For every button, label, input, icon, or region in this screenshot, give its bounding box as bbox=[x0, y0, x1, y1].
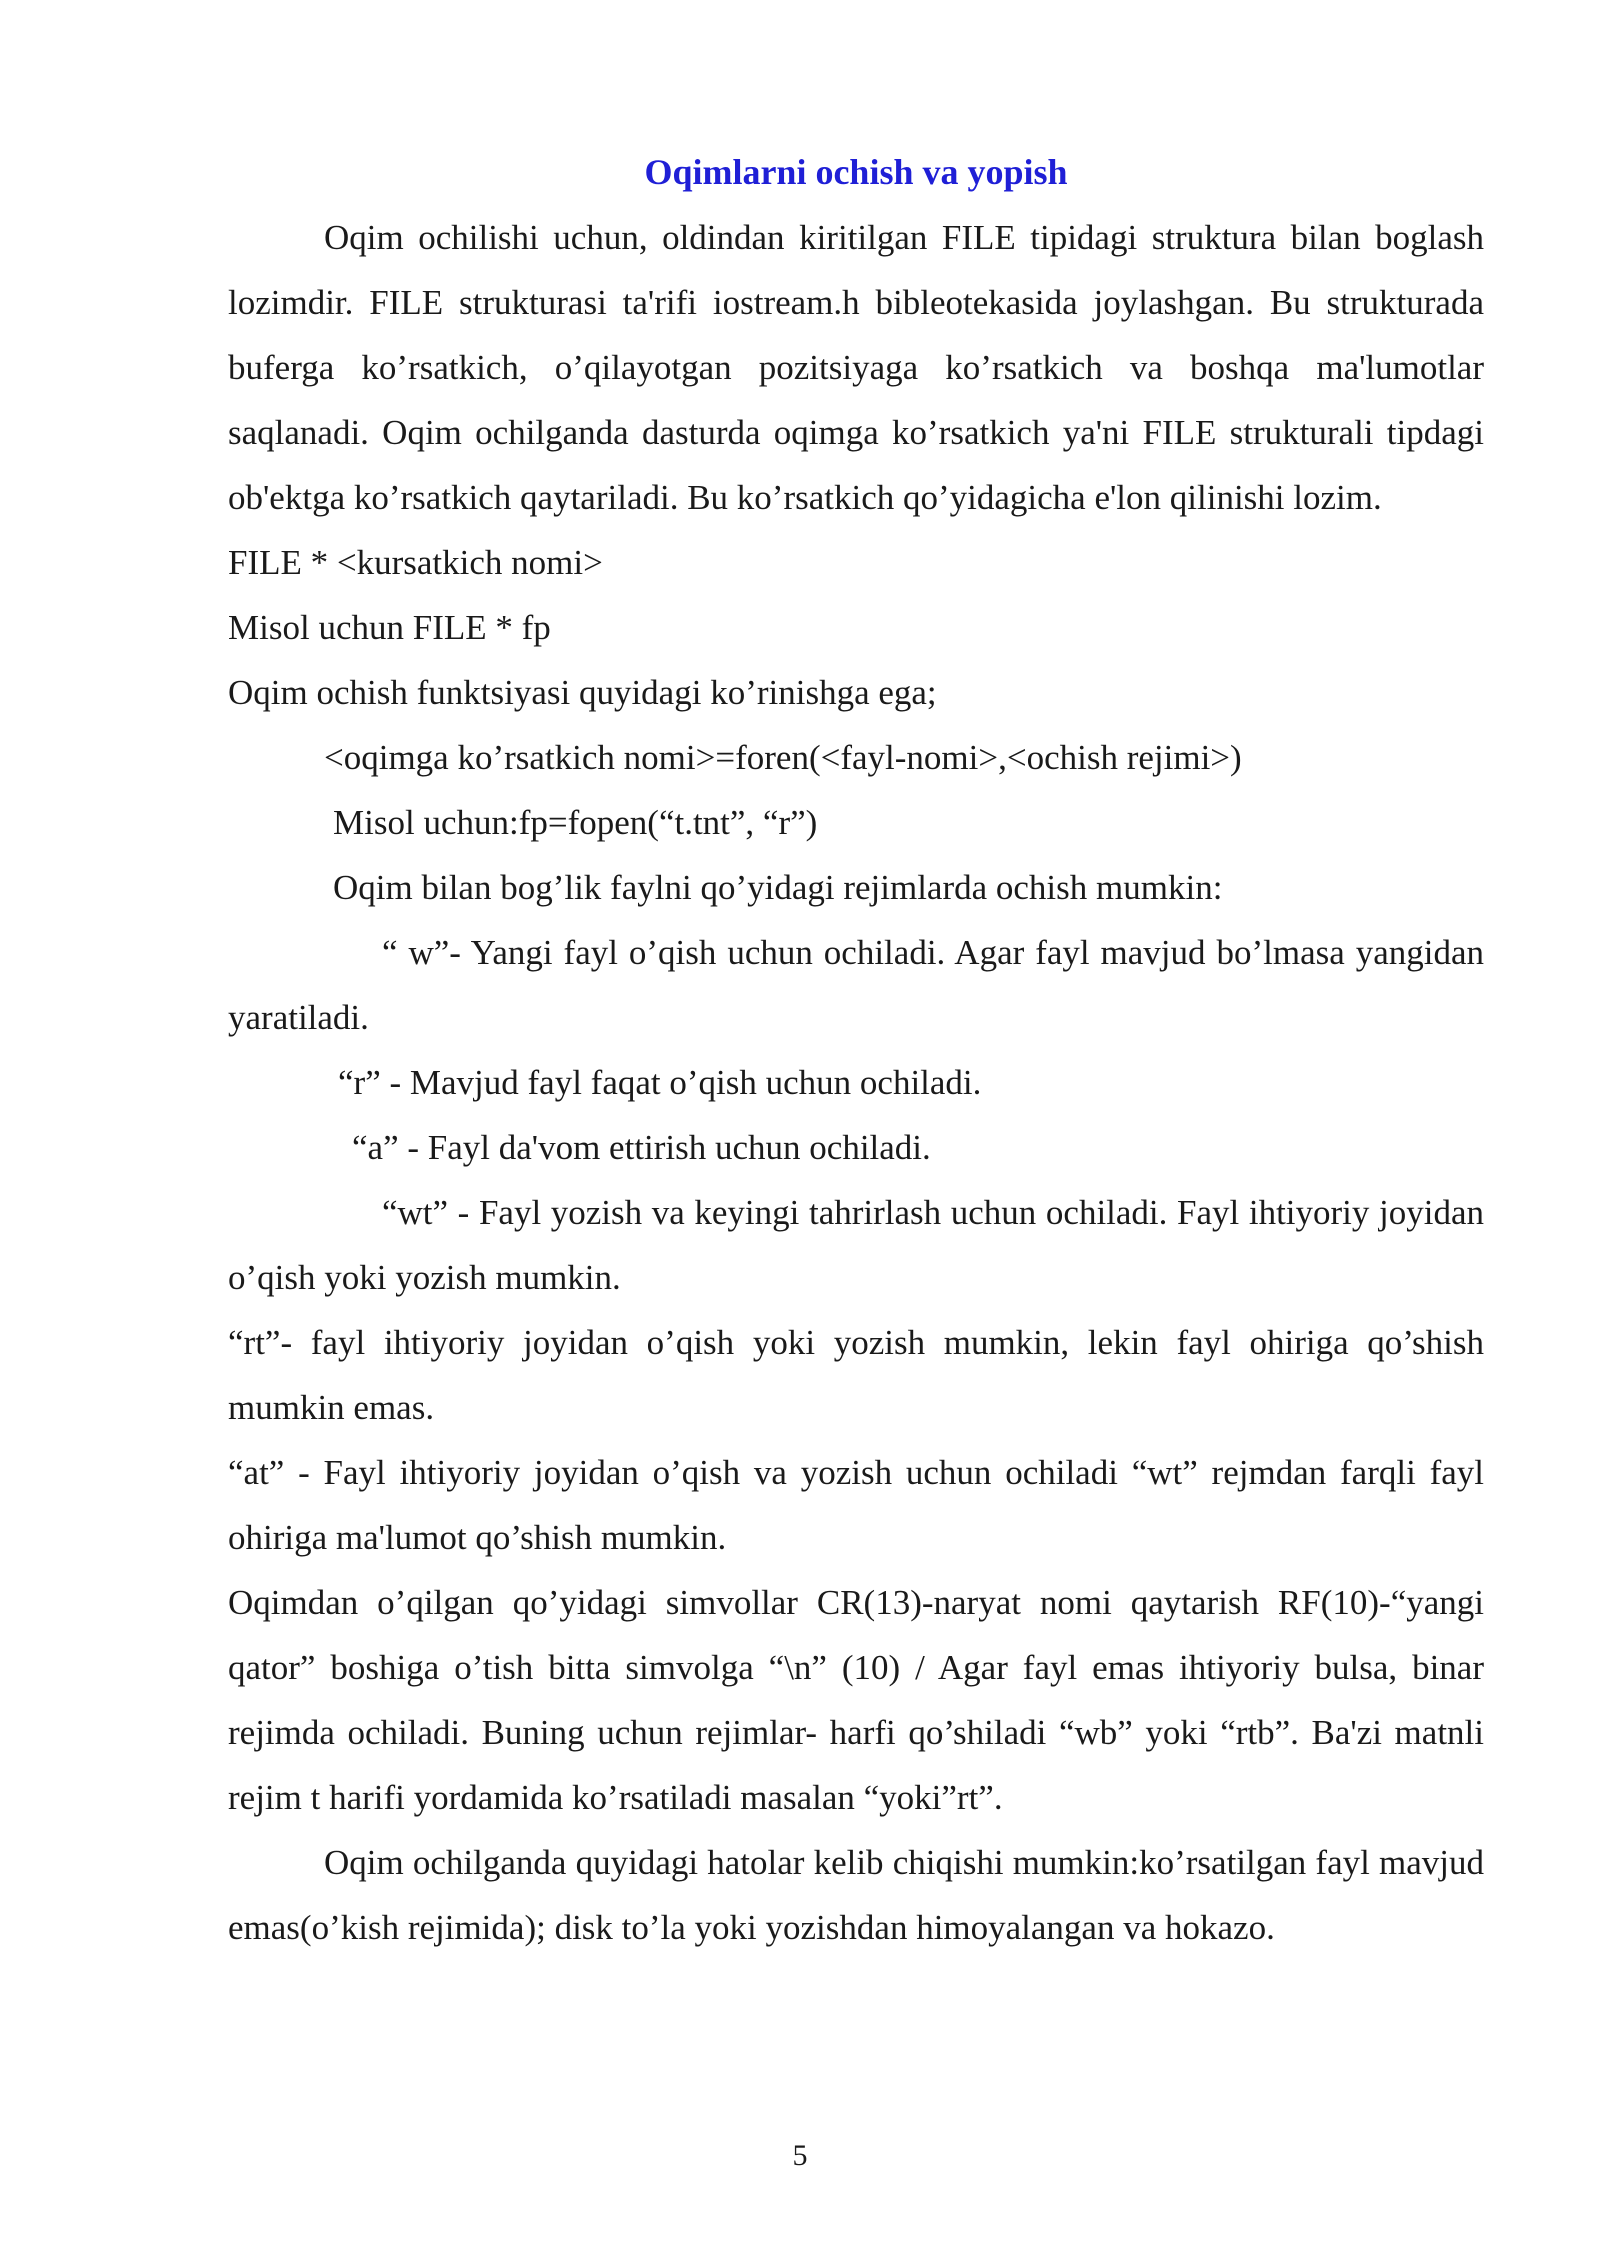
mode-rt-description: “rt”- fayl ihtiyoriy joyidan o’qish yoki yozish mumkin, lekin fayl ohiriga qo’shish mumkin emas. bbox=[228, 1323, 1484, 1427]
code-line-syntax: <oqimga ko’rsatkich nomi>=foren(<fayl-nomi>,<ochish rejimi>) bbox=[324, 738, 1242, 777]
code-line-example: Misol uchun:fp=fopen(“t.tnt”, “r”) bbox=[333, 803, 818, 842]
mode-wt-description: “wt” - Fayl yozish va keyingi tahrirlash uchun ochiladi. Fayl ihtiyoriy joyidan o’qish yoki yozish mumkin. bbox=[228, 1193, 1484, 1297]
document-page bbox=[228, 140, 1484, 1960]
paragraph-intro: Oqim ochilishi uchun, oldindan kiritilgan FILE tipidagi struktura bilan boglash lozimdir. FILE strukturasi ta'rifi iostream.h bibleotekasida joylashgan. Bu strukturada buferga ko’rsatkich, o’qilayotgan pozitsiyaga ko’rsatkich va boshqa ma'lumotlar saqlanadi. Oqim ochilganda dasturda oqimga ko’rsatkich ya'ni FILE strukturali tipdagi ob'ektga ko’rsatkich qaytariladi. Bu ko’rsatkich qo’yidagicha e'lon qilinishi lozim. bbox=[228, 218, 1484, 517]
paragraph-modes-intro: Oqim bilan bog’lik faylni qo’yidagi rejimlarda ochish mumkin: bbox=[333, 868, 1223, 907]
mode-r-description: “r” - Mavjud fayl faqat o’qish uchun ochiladi. bbox=[338, 1063, 982, 1102]
mode-at-description: “at” - Fayl ihtiyoriy joyidan o’qish va yozish uchun ochiladi “wt” rejmdan farqli fayl ohiriga ma'lumot qo’shish mumkin. bbox=[228, 1453, 1484, 1557]
page-number: 5 bbox=[792, 2139, 808, 2172]
example-line: Misol uchun FILE * fp bbox=[228, 608, 551, 647]
paragraph-errors: Oqim ochilganda quyidagi hatolar kelib chiqishi mumkin:ko’rsatilgan fayl mavjud emas(o’kish rejimida); disk to’la yoki yozishdan himoyalangan va hokazo. bbox=[228, 1843, 1484, 1947]
mode-w-description: “ w”- Yangi fayl o’qish uchun ochiladi. Agar fayl mavjud bo’lmasa yangidan yaratiladi. bbox=[228, 933, 1484, 1037]
mode-a-description: “a” - Fayl da'vom ettirish uchun ochiladi. bbox=[352, 1128, 931, 1167]
paragraph-function-intro: Oqim ochish funktsiyasi quyidagi ko’rinishga ega; bbox=[228, 673, 937, 712]
paragraph-symbols: Oqimdan o’qilgan qo’yidagi simvollar CR(13)-naryat nomi qaytarish RF(10)-“yangi qator” boshiga o’tish bitta simvolga “\n” (10) / Agar fayl emas ihtiyoriy bulsa, binar rejimda ochiladi. Buning uchun rejimlar- harfi qo’shiladi “wb” yoki “rtb”. Ba'zi matnli rejim t harifi yordamida ko’rsatiladi masalan “yoki”rt”. bbox=[228, 1583, 1484, 1817]
document-title: Oqimlarni ochish va yopish bbox=[644, 152, 1068, 192]
code-line-declaration: FILE * <kursatkich nomi> bbox=[228, 543, 603, 582]
